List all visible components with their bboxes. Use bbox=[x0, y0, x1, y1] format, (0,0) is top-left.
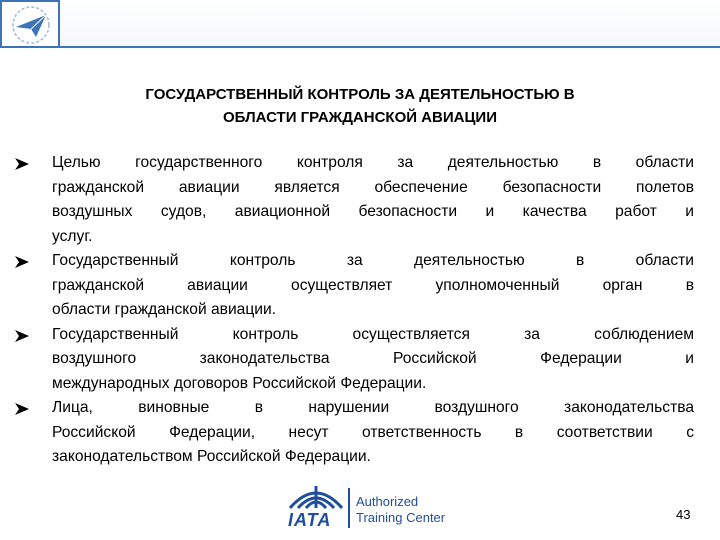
bullet-list bbox=[14, 151, 694, 470]
arrow-bullet-icon bbox=[14, 157, 30, 171]
bullet-line: гражданской авиации осуществляет уполномоченный орган в bbox=[52, 276, 694, 294]
bullet-item bbox=[14, 151, 694, 249]
logo-divider bbox=[348, 488, 350, 528]
bullet-line: Российской Федерации, несут ответственность в соответствии с bbox=[52, 423, 694, 441]
slide-title-line: ОБЛАСТИ ГРАЖДАНСКОЙ АВИАЦИИ bbox=[223, 109, 497, 126]
paper-plane-logo-icon bbox=[6, 4, 56, 46]
slide-title bbox=[60, 83, 660, 129]
arrow-bullet-icon bbox=[14, 329, 30, 343]
bullet-line: области гражданской авиации. bbox=[52, 301, 277, 318]
iata-globe-icon bbox=[286, 484, 346, 510]
bullet-line: воздушного законодательства Российской Федерации и bbox=[52, 350, 694, 367]
bullet-line: Целью государственного контроля за деятельностью в области bbox=[52, 154, 694, 171]
logo-tagline-line: Authorized bbox=[356, 494, 419, 509]
bullet-line: Лица, виновные в нарушении воздушного законодательства bbox=[52, 399, 694, 416]
arrow-bullet-icon bbox=[14, 402, 30, 416]
slide-title-line: ГОСУДАРСТВЕННЫЙ КОНТРОЛЬ ЗА ДЕЯТЕЛЬНОСТЬЮ В bbox=[145, 86, 575, 103]
arrow-bullet-icon bbox=[14, 255, 30, 269]
logo-tagline-line: Training Center bbox=[356, 510, 446, 525]
iata-wordmark: IATA bbox=[288, 510, 332, 530]
header-band bbox=[0, 0, 720, 48]
bullet-line: Государственный контроль осуществляется за соблюдением bbox=[52, 325, 694, 343]
bullet-line: воздушных судов, авиационной безопасности и качества работ и bbox=[52, 203, 694, 220]
bullet-line: услуг. bbox=[52, 227, 93, 245]
bullet-line: гражданской авиации является обеспечение безопасности полетов bbox=[52, 178, 694, 196]
bullet-line: Государственный контроль за деятельностью в области bbox=[52, 252, 694, 269]
bullet-item bbox=[14, 249, 694, 323]
top-rule bbox=[60, 46, 720, 48]
bullet-item bbox=[14, 396, 694, 470]
bullet-line: законодательством Российской Федерации. bbox=[52, 448, 371, 465]
bullet-line: международных договоров Российской Федерации. bbox=[52, 374, 427, 392]
corner-logo bbox=[0, 0, 60, 48]
bullet-item bbox=[14, 323, 694, 397]
page-number: 43 bbox=[676, 507, 691, 522]
iata-training-center-logo bbox=[282, 484, 446, 534]
